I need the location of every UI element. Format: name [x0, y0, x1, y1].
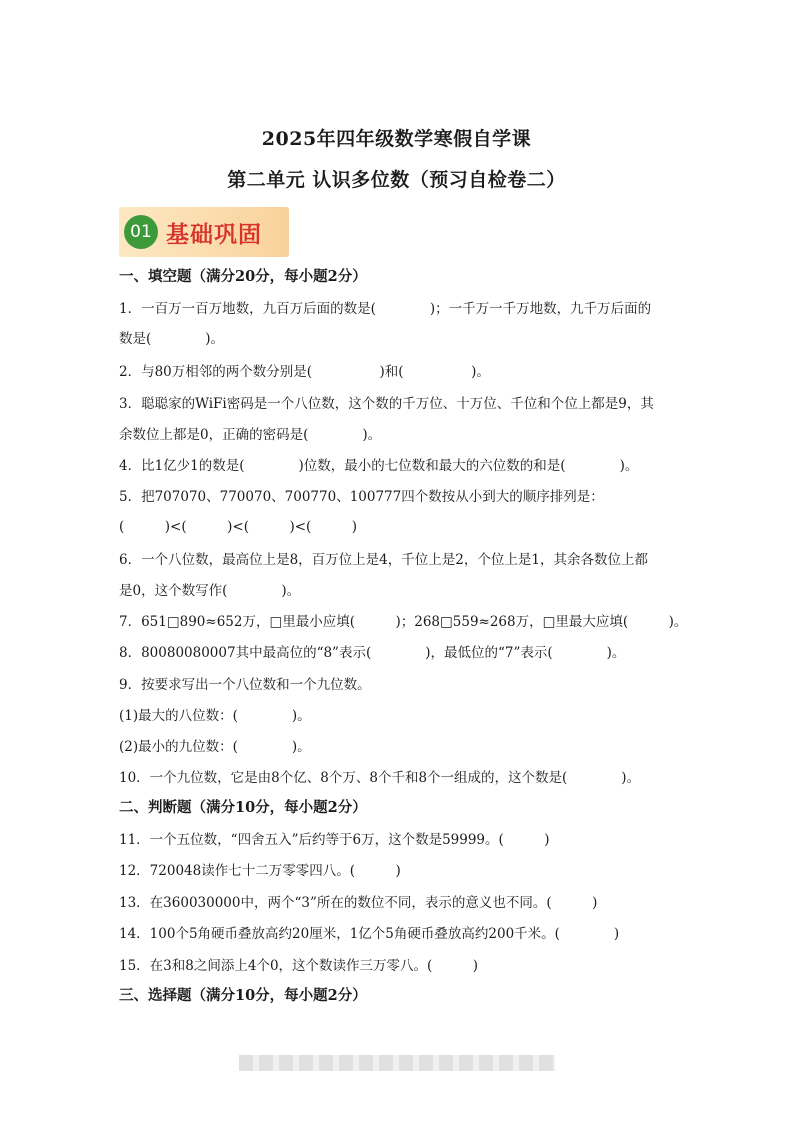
section-heading-fill-blank: 一、填空题（满分20分，每小题2分） — [119, 268, 367, 285]
question-5-line-1: 5．把707070、770070、700770、100777四个数按从小到大的顺序排列是： — [119, 489, 604, 505]
question-12: 12．720048读作七十二万零零四八。( ) — [119, 863, 401, 879]
section-heading-multiple-choice: 三、选择题（满分10分，每小题2分） — [119, 987, 367, 1004]
question-3-line-1: 3．聪聪家的WiFi密码是一个八位数，这个数的千万位、十万位、千位和个位上都是9，其 — [119, 396, 654, 412]
document-title: 2025年四年级数学寒假自学课 — [261, 128, 532, 150]
question-14: 14．100个5角硬币叠放高约20厘米，1亿个5角硬币叠放高约200千米。( ) — [119, 926, 620, 942]
document-subtitle: 第二单元 认识多位数（预习自检卷二） — [227, 169, 566, 191]
question-8: 8．80080080007其中最高位的“8”表示( )，最低位的“7”表示( )。 — [119, 645, 626, 661]
question-10: 10．一个九位数，它是由8个亿、8个万、8个千和8个一组成的，这个数是( )。 — [119, 770, 641, 786]
section-heading-true-false: 二、判断题（满分10分，每小题2分） — [119, 799, 367, 816]
question-7: 7．651□890≈652万，□里最小应填( )；268□559≈268万，□里最大应填( )。 — [119, 614, 688, 630]
question-1-line-1: 1．一百万一百万地数，九百万后面的数是( )；一千万一千万地数，九千万后面的 — [119, 301, 652, 317]
question-9-part-1: (1)最大的八位数：( )。 — [119, 708, 311, 724]
question-6-line-2: 是0，这个数写作( )。 — [119, 583, 301, 599]
question-15: 15．在3和8之间添上4个0，这个数读作三万零八。( ) — [119, 958, 479, 974]
question-9-part-2: (2)最小的九位数：( )。 — [119, 739, 311, 755]
question-5-line-2: ( )<( )<( )<( ) — [119, 519, 358, 535]
section-badge — [119, 207, 289, 257]
question-9: 9．按要求写出一个八位数和一个九位数。 — [119, 677, 371, 693]
question-2: 2．与80万相邻的两个数分别是( )和( )。 — [119, 364, 490, 380]
question-3-line-2: 余数位上都是0，正确的密码是( )。 — [119, 427, 382, 443]
blurred-watermark — [239, 1055, 555, 1071]
question-11: 11．一个五位数，“四舍五入”后约等于6万，这个数是59999。( ) — [119, 832, 550, 848]
question-4: 4．比1亿少1的数是( )位数，最小的七位数和最大的六位数的和是( )。 — [119, 458, 639, 474]
question-6-line-1: 6．一个八位数，最高位上是8，百万位上是4，千位上是2，个位上是1，其余各数位上都 — [119, 552, 648, 568]
badge-label: 基础巩固 — [166, 222, 262, 248]
question-13: 13．在360030000中，两个“3”所在的数位不同，表示的意义也不同。( ) — [119, 895, 598, 911]
question-1-line-2: 数是( )。 — [119, 331, 225, 347]
badge-number: 01 — [124, 215, 158, 249]
